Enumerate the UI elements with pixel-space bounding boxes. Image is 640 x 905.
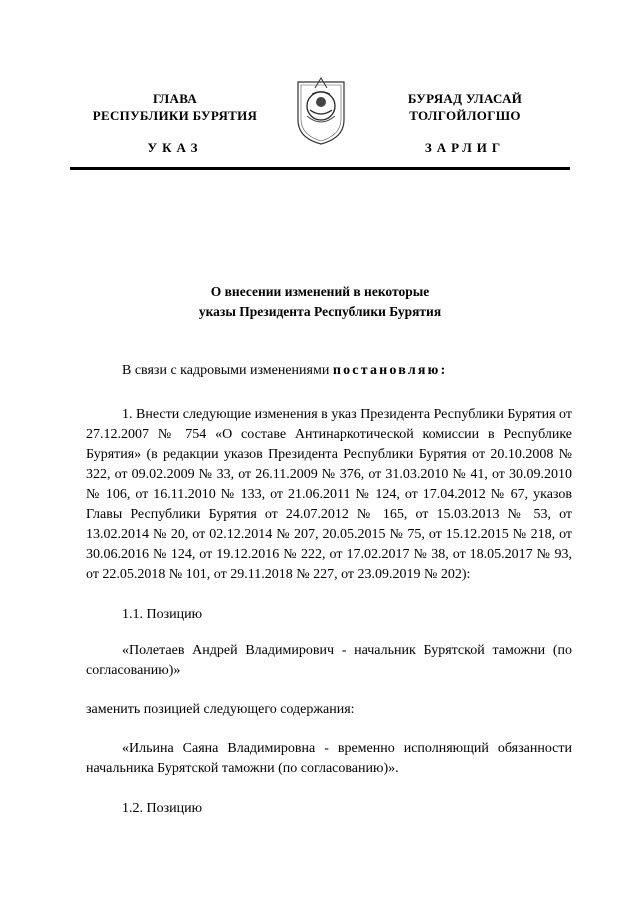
header-left xyxy=(80,90,270,124)
intro-paragraph xyxy=(86,361,572,381)
document-title xyxy=(70,282,570,322)
document-kind-left: УКАЗ xyxy=(147,140,203,155)
header-right-line2: ТОЛГОЙЛОГШО xyxy=(409,108,521,123)
quote-old-position: «Полетаев Андрей Владимирович - начальник Бурятской таможни (по согласованию)» xyxy=(86,643,572,678)
paragraph-1-1: 1.1. Позицию xyxy=(122,607,203,622)
intro-text: В связи с кадровыми изменениями xyxy=(122,363,333,378)
title-line1: О внесении изменений в некоторые xyxy=(210,284,430,299)
header-divider xyxy=(70,167,570,170)
document-kind-right: ЗАРЛИГ xyxy=(424,140,506,155)
replace-instruction: заменить позицией следующего содержания: xyxy=(86,702,355,717)
header-left-line1: ГЛАВА xyxy=(152,91,198,106)
coat-of-arms-icon xyxy=(294,72,348,146)
title-line2: указы Президента Республики Бурятия xyxy=(198,304,442,319)
header-right-line1: БУРЯАД УЛАСАЙ xyxy=(407,91,523,106)
paragraph-1: 1. Внести следующие изменения в указ Президента Республики Бурятия от 27.12.2007 № 754 «О составе Антинаркотической комиссии в Республике Бурятия» (в редакции указов Президента Республики Бурятия от 20.10.2008 № 322, от 09.02.2009 № 33, от 26.11.2009 № 376, от 31.03.2010 № 41, от 30.09.2010 № 106, от 16.11.2010 № 133, от 21.06.2011 № 124, от 17.04.2012 № 67, указов Главы Республики Бурятия от 24.07.2012 № 165, от 15.03.2013 № 53, от 13.02.2014 № 20, от 02.12.2014 № 207, 20.05.2015 № 75, от 15.12.2015 № 218, от 30.06.2016 № 124, от 19.12.2016 № 222, от 17.02.2017 № 38, от 18.05.2017 № 93, от 22.05.2018 № 101, от 29.11.2018 № 227, от 23.09.2019 № 202): xyxy=(86,407,572,582)
decree-word: постановляю: xyxy=(332,363,448,378)
quote-new-position: «Ильина Саяна Владимировна - временно исполняющий обязанности начальника Бурятской таможни (по согласованию)». xyxy=(86,741,572,776)
header-right xyxy=(370,90,560,124)
header-left-line2: РЕСПУБЛИКИ БУРЯТИЯ xyxy=(92,108,258,123)
paragraph-1-2: 1.2. Позицию xyxy=(122,801,203,816)
